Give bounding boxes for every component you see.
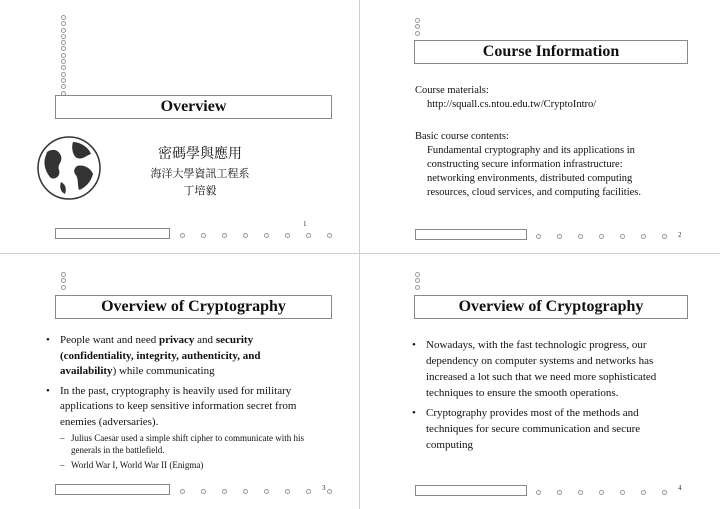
materials-label: Course materials: — [415, 85, 489, 96]
footer-box — [415, 229, 527, 240]
vertical-divider — [359, 0, 360, 509]
chinese-course-title: 密碼學與應用 — [158, 146, 242, 162]
slide-title: Overview — [55, 95, 332, 119]
slide-2 — [362, 0, 720, 252]
slide-title: Overview of Cryptography — [414, 295, 688, 319]
contents-label: Basic course contents: — [415, 131, 509, 142]
contents-text — [415, 144, 710, 200]
footer-box — [55, 228, 170, 239]
decorative-dots — [61, 15, 66, 96]
page-number: 4 — [678, 484, 682, 492]
sub-bullet-item: – Julius Caesar used a simple shift cipher to communicate with his generals in the battlefield. — [60, 432, 316, 456]
footer-dots — [180, 489, 332, 494]
department-label: 海洋大學資訊工程系 — [150, 167, 250, 180]
bullet-item: • In the past, cryptography is heavily used for military applications to keep sensitive information secret from enemies (adversaries). – Julius Caesar used a simple shift cipher to communicate with his generals in the battlefield. – World War I, World War II (Enigma) — [46, 384, 316, 472]
decorative-dots — [415, 18, 420, 36]
materials-link[interactable]: http://squall.cs.ntou.edu.tw/CryptoIntro/ — [427, 99, 597, 110]
slide-body — [415, 84, 710, 200]
footer-dots — [536, 490, 667, 495]
slide-1 — [0, 0, 358, 252]
page-number: 3 — [322, 484, 326, 492]
slide-title: Course Information — [414, 40, 688, 64]
footer-dots — [536, 234, 667, 239]
footer-box — [55, 484, 170, 495]
footer-dots — [180, 233, 332, 238]
decorative-dots — [415, 272, 420, 290]
decorative-dots — [61, 272, 66, 290]
page-number: 2 — [678, 231, 682, 239]
contents-line: constructing secure information infrastructure: — [427, 159, 623, 170]
author-name: 丁培毅 — [183, 184, 217, 197]
sub-bullet-item: – World War I, World War II (Enigma) — [60, 459, 316, 471]
globe-icon — [33, 132, 105, 209]
bullet-item: • People want and need privacy and security (confidentiality, integrity, authenticity, and availability) while communicating — [46, 333, 316, 380]
slide-body — [412, 337, 672, 457]
contents-line: Fundamental cryptography and its applications in — [427, 145, 635, 156]
contents-line: resources, cloud services, and computing facilities. — [427, 187, 642, 198]
slide-body — [46, 333, 316, 475]
bullet-item: • Nowadays, with the fast technologic progress, our dependency on computer systems and networks has increased a lot such that we need more sophisticated techniques to ensure the smooth operations. — [412, 337, 672, 401]
footer-box — [415, 485, 527, 496]
contents-line: networking environments, distributed computing — [427, 173, 633, 184]
page-number: 1 — [303, 220, 307, 228]
slide-title: Overview of Cryptography — [55, 295, 332, 319]
horizontal-divider — [0, 253, 720, 254]
bullet-item: • Cryptography provides most of the methods and techniques for secure communication and secure computing — [412, 405, 672, 453]
slide-3 — [0, 256, 358, 508]
slide-4 — [362, 256, 720, 508]
